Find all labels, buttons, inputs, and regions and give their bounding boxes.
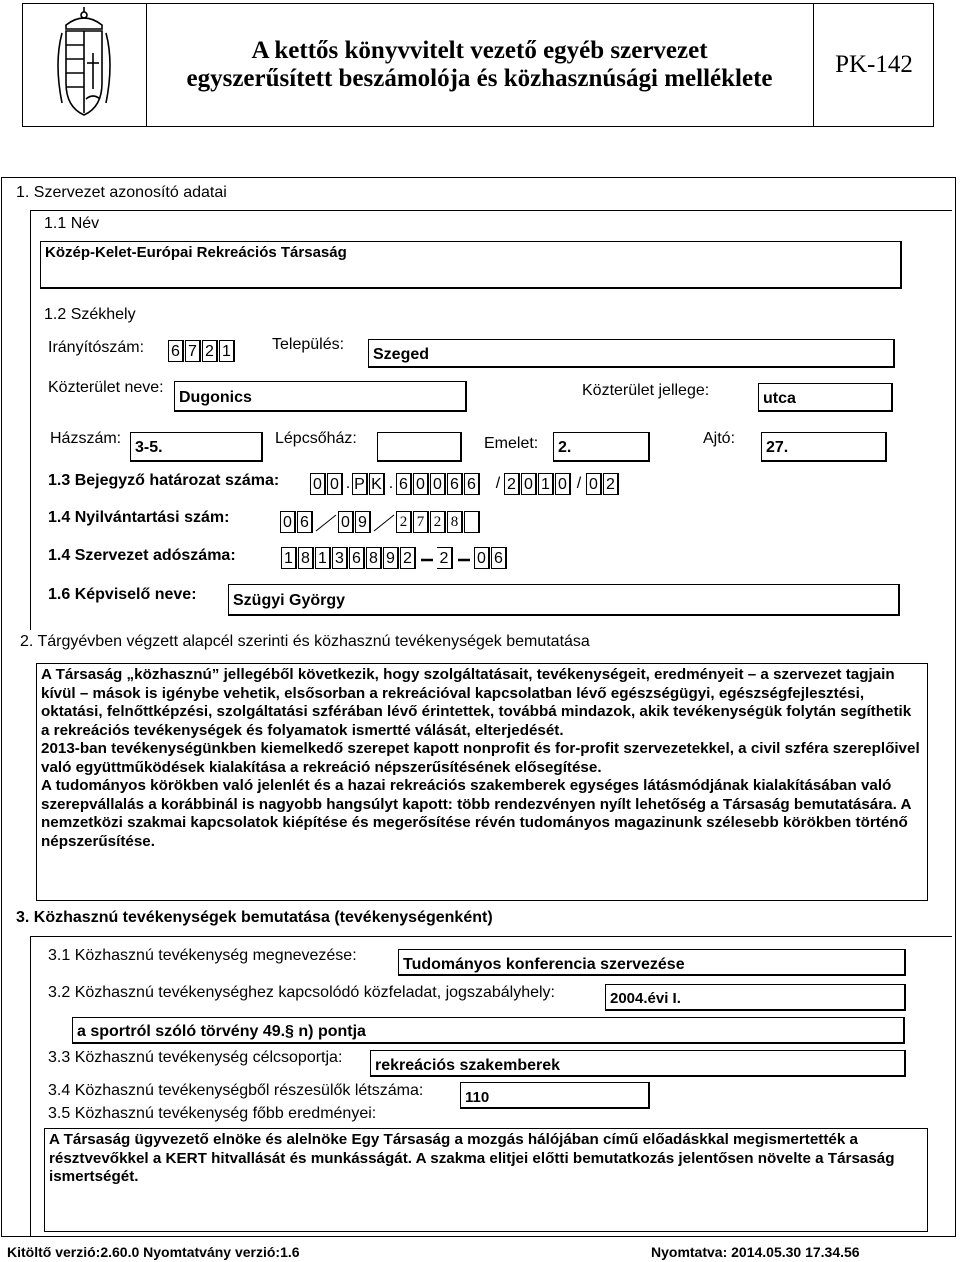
decision-separator: . (345, 475, 351, 492)
section1-title: 1. Szervezet azonosító adatai (16, 184, 227, 201)
title-line-1: A kettős könyvvitelt vezető egyéb szervezet (251, 37, 708, 64)
decision-char: 0 (413, 473, 429, 495)
zip-digit: 6 (168, 340, 184, 362)
zip-digit: 2 (202, 340, 218, 362)
decision-number-field[interactable] (310, 472, 620, 496)
form-title (146, 3, 814, 127)
rep-label: 1.6 Képviselő neve: (48, 586, 197, 603)
tax-number-field[interactable] (281, 546, 508, 570)
section3-title: 3. Közhasznú tevékenységek bemutatása (tevékenységenként) (16, 909, 493, 926)
reg-char: 0 (338, 511, 354, 533)
zip-label: Irányítószám: (48, 339, 145, 356)
decision-separator: / (576, 475, 582, 492)
crest-cell (22, 3, 147, 127)
reg-char: 7 (413, 511, 429, 533)
street-type-field[interactable]: utca (758, 383, 893, 412)
zip-field[interactable] (168, 339, 236, 363)
coat-of-arms-icon (22, 3, 147, 127)
tax-char: 3 (332, 547, 348, 569)
tax-char: 8 (298, 547, 314, 569)
decision-char: 0 (555, 473, 571, 495)
reg-char: 6 (297, 511, 313, 533)
decision-label: 1.3 Bejegyző határozat száma: (48, 472, 280, 489)
house-label: Házszám: (50, 430, 122, 447)
act-name-label: 3.1 Közhasznú tevékenység megnevezése: (48, 947, 357, 964)
public-task-label: 3.2 Közhasznú tevékenységhez kapcsolódó közfeladat, jogszabályhely: (48, 984, 555, 1001)
tax-char: 6 (491, 547, 507, 569)
results-text: A Társaság ügyvezető elnöke és alelnöke Egy Társaság a mozgás hálójában című előadáskkal megismertették a résztvevőkkel a KERT hitvallását és munkásságát. A szakma elitjei előtti bemutatkozás jelentősen növelte a Társaság ismertségét. (49, 1131, 895, 1185)
decision-char: 6 (447, 473, 463, 495)
seat-label: 1.2 Székhely (44, 306, 136, 323)
decision-separator: / (495, 475, 501, 492)
footer-version: Kitöltő verzió:2.60.0 Nyomtatvány verzió:1.6 (7, 1244, 300, 1260)
street-type-label: Közterület jellege: (582, 382, 710, 399)
floor-label: Emelet: (484, 435, 539, 452)
activities-text: A Társaság „közhasznú” jellegéből következik, hogy szolgáltatásait, tevékenységeit, eredményeit – a szervezet tagjain kívül – mások is igénybe vehetik, elsősorban a rekreációval kapcsolatban lévő egészségügyi, egészségfejlesztési, oktatási, felnőttképzési, szolgáltatási szférában lévő érintettek, továbbá mindazok, akik tevékenységük folytán segíthetik a rekreációs tevékenységek és folyamatok ismertté válását, elterjedését. 2013-ban tevékenységünkben kiemelkedő szerepet kapott nonprofit és for-profit szervezetekkel, a civil szféra szereplőivel való együttműködések kialakítása a rekreáció népszerűsítésének elősegítése. A tudományos körökben való jelenlét és a hazai rekreációs szakemberek egységes látásmódjának kialakításában való szerepvállalás a korábbinál is nagyobb hangsúlyt kapott: több rendezvényen nyílt lehetőség a Társaság bemutatására. A nemzetközi szakmai kapcsolatok kiépítése és megerősítése révén tudományos magazinunk szélesebb körökben történő népszerűsítése. (41, 666, 920, 850)
reg-char (464, 511, 480, 533)
target-field[interactable]: rekreációs szakemberek (370, 1050, 906, 1077)
street-field[interactable]: Dugonics (174, 381, 467, 412)
zip-digit: 7 (185, 340, 201, 362)
floor-field[interactable]: 2. (553, 432, 650, 462)
decision-char: 6 (464, 473, 480, 495)
footer-printed: Nyomtatva: 2014.05.30 17.34.56 (651, 1244, 860, 1260)
tax-char: 1 (281, 547, 297, 569)
zip-digit: 1 (219, 340, 235, 362)
city-label: Település: (272, 336, 345, 353)
activities-textbox[interactable] (36, 663, 928, 901)
slash-icon (314, 511, 338, 533)
stair-field[interactable] (377, 432, 462, 462)
act-name-field[interactable]: Tudományos konferencia szervezése (398, 949, 906, 976)
reg-char: 0 (280, 511, 296, 533)
decision-char: 0 (327, 473, 343, 495)
count-field[interactable]: 110 (460, 1082, 650, 1109)
rep-field[interactable]: Szügyi György (228, 584, 900, 616)
slash-icon (372, 511, 396, 533)
decision-separator: . (388, 475, 394, 492)
decision-char: 1 (538, 473, 554, 495)
stair-label: Lépcsőház: (275, 430, 357, 447)
decision-char: 2 (504, 473, 520, 495)
count-label: 3.4 Közhasznú tevékenységből részesülők létszáma: (48, 1082, 424, 1099)
reg-char: 8 (447, 511, 463, 533)
decision-char: 0 (521, 473, 537, 495)
tax-char: 2 (400, 547, 416, 569)
reg-char: 9 (355, 511, 371, 533)
tax-char: 6 (349, 547, 365, 569)
decision-char: 0 (430, 473, 446, 495)
tax-char: 2 (437, 547, 453, 569)
decision-char: P (352, 473, 368, 495)
results-textbox[interactable] (44, 1128, 928, 1232)
decision-char: K (369, 473, 385, 495)
door-label: Ajtó: (703, 430, 736, 447)
city-field[interactable]: Szeged (368, 339, 895, 368)
tax-char: 1 (315, 547, 331, 569)
reg-char: 2 (430, 511, 446, 533)
tax-char: 8 (366, 547, 382, 569)
public-task-field-1[interactable]: 2004.évi I. (605, 984, 906, 1011)
tax-char: 0 (474, 547, 490, 569)
tax-label: 1.4 Szervezet adószáma: (48, 547, 236, 564)
dash-icon (417, 547, 437, 569)
form-code: PK-142 (835, 51, 913, 78)
decision-char: 6 (396, 473, 412, 495)
decision-char: 2 (603, 473, 619, 495)
reg-label: 1.4 Nyilvántartási szám: (48, 509, 230, 526)
decision-char: 0 (310, 473, 326, 495)
dash-icon (454, 547, 474, 569)
street-label: Közterület neve: (48, 379, 164, 396)
tax-char: 9 (383, 547, 399, 569)
reg-char: 2 (396, 511, 412, 533)
door-field[interactable]: 27. (761, 432, 887, 462)
target-label: 3.3 Közhasznú tevékenység célcsoportja: (48, 1049, 343, 1066)
decision-char: 0 (586, 473, 602, 495)
reg-number-field[interactable] (280, 510, 481, 534)
decision-spacer (481, 473, 491, 495)
results-label: 3.5 Közhasznú tevékenység főbb eredményei: (48, 1105, 377, 1122)
public-task-field-2[interactable]: a sportról szóló törvény 49.§ n) pontja (72, 1017, 905, 1044)
house-field[interactable]: 3-5. (130, 432, 263, 462)
name-label: 1.1 Név (44, 215, 100, 232)
name-field[interactable]: Közép-Kelet-Európai Rekreációs Társaság (40, 241, 902, 289)
title-line-2: egyszerűsített beszámolója és közhasznúsági melléklete (186, 65, 773, 92)
section2-title: 2. Tárgyévben végzett alapcél szerinti és közhasznú tevékenységek bemutatása (20, 633, 590, 650)
